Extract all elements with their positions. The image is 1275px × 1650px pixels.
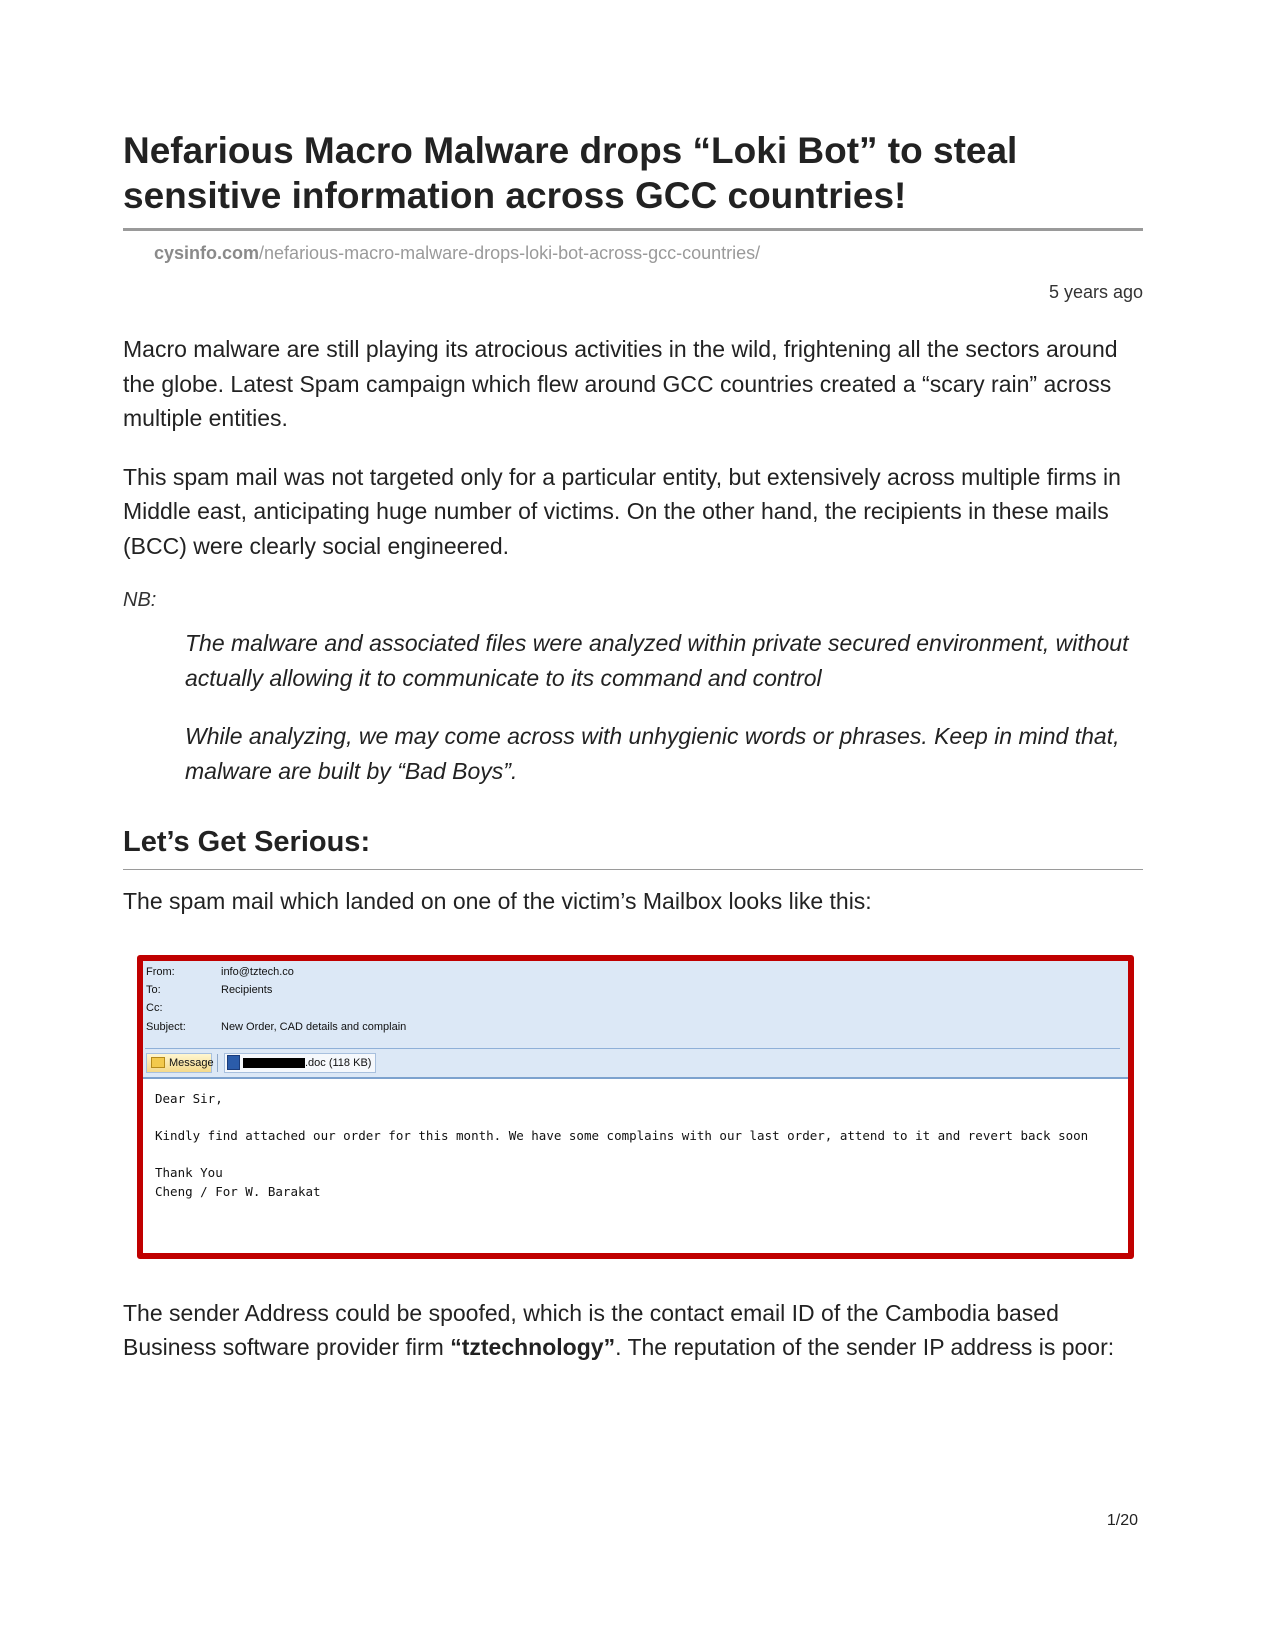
email-body [155, 1089, 1120, 1201]
article-title [123, 128, 1143, 218]
email-subject-row [146, 1019, 406, 1035]
from-label: From: [146, 965, 175, 978]
email-screenshot [137, 955, 1134, 1259]
subject-label: Subject: [146, 1020, 186, 1033]
doc-attachment[interactable] [224, 1053, 376, 1073]
paragraph-targets: This spam mail was not targeted only for a particular entity, but extensively across multiple firms in Middle east, anticipating huge number of victims. On the other hand, the recipients in these mails (BCC) were clearly social engineered. [123, 463, 1121, 559]
email-to-row [146, 982, 272, 998]
note-language: While analyzing, we may come across with unhygienic words or phrases. Keep in mind that, malware are built by “Bad Boys”. [185, 723, 1120, 784]
message-tab[interactable] [146, 1053, 212, 1073]
to-value: Recipients [221, 983, 273, 996]
message-tab-label: Message [169, 1056, 214, 1069]
section-heading: Let’s Get Serious: [123, 826, 371, 858]
email-thanks: Thank You [155, 1164, 223, 1180]
redacted-filename [243, 1058, 305, 1068]
email-greeting: Dear Sir, [155, 1090, 223, 1106]
note-environment: The malware and associated files were analyzed within private secured environment, without actually allowing it to communicate to its command and control [185, 630, 1129, 691]
attachment-suffix: .doc (118 KB) [305, 1056, 372, 1069]
page-number: 1/20 [1106, 1512, 1138, 1529]
sender-firm-name: “tztechnology” [450, 1334, 616, 1360]
envelope-icon [151, 1057, 165, 1068]
from-value: info@tztech.co [221, 965, 294, 978]
source-domain: cysinfo.com [154, 243, 260, 263]
to-label: To: [146, 983, 161, 996]
email-header [143, 961, 1128, 1079]
title-divider [123, 228, 1143, 231]
source-path: /nefarious-macro-malware-drops-loki-bot-across-gcc-countries/ [259, 243, 761, 263]
paragraph-sender [123, 1296, 1143, 1365]
sender-text-2: . The reputation of the sender IP address is poor: [615, 1334, 1115, 1360]
nb-label: NB: [123, 589, 157, 611]
email-message: Kindly find attached our order for this month. We have some complains with our last order, attend to it and revert back soon [155, 1127, 1089, 1143]
email-cc-row [146, 1000, 221, 1016]
header-separator [145, 1048, 1120, 1049]
paragraph-lead: The spam mail which landed on one of the victim’s Mailbox looks like this: [123, 888, 872, 914]
post-age: 5 years ago [1048, 282, 1143, 302]
attachment-separator [217, 1054, 218, 1072]
title-line-1: Nefarious Macro Malware drops “Loki Bot” to steal [123, 130, 1018, 171]
sender-text-1: The sender Address could be spoofed, which is the contact email ID of the Cambodia based Business software provider firm [123, 1299, 1059, 1360]
cc-label: Cc: [146, 1001, 163, 1014]
email-from-row [146, 964, 294, 980]
title-line-2: sensitive information across GCC countries! [123, 175, 907, 216]
article [123, 128, 1143, 1365]
source-url[interactable] [154, 243, 1143, 264]
word-document-icon [227, 1055, 240, 1070]
paragraph-intro: Macro malware are still playing its atrocious activities in the wild, frightening all the sectors around the globe. Latest Spam campaign which flew around GCC countries created a “scary rain” across multiple entities. [123, 336, 1118, 431]
email-signature: Cheng / For W. Barakat [155, 1183, 321, 1199]
subject-value: New Order, CAD details and complain [221, 1020, 407, 1033]
section-divider [123, 869, 1143, 870]
